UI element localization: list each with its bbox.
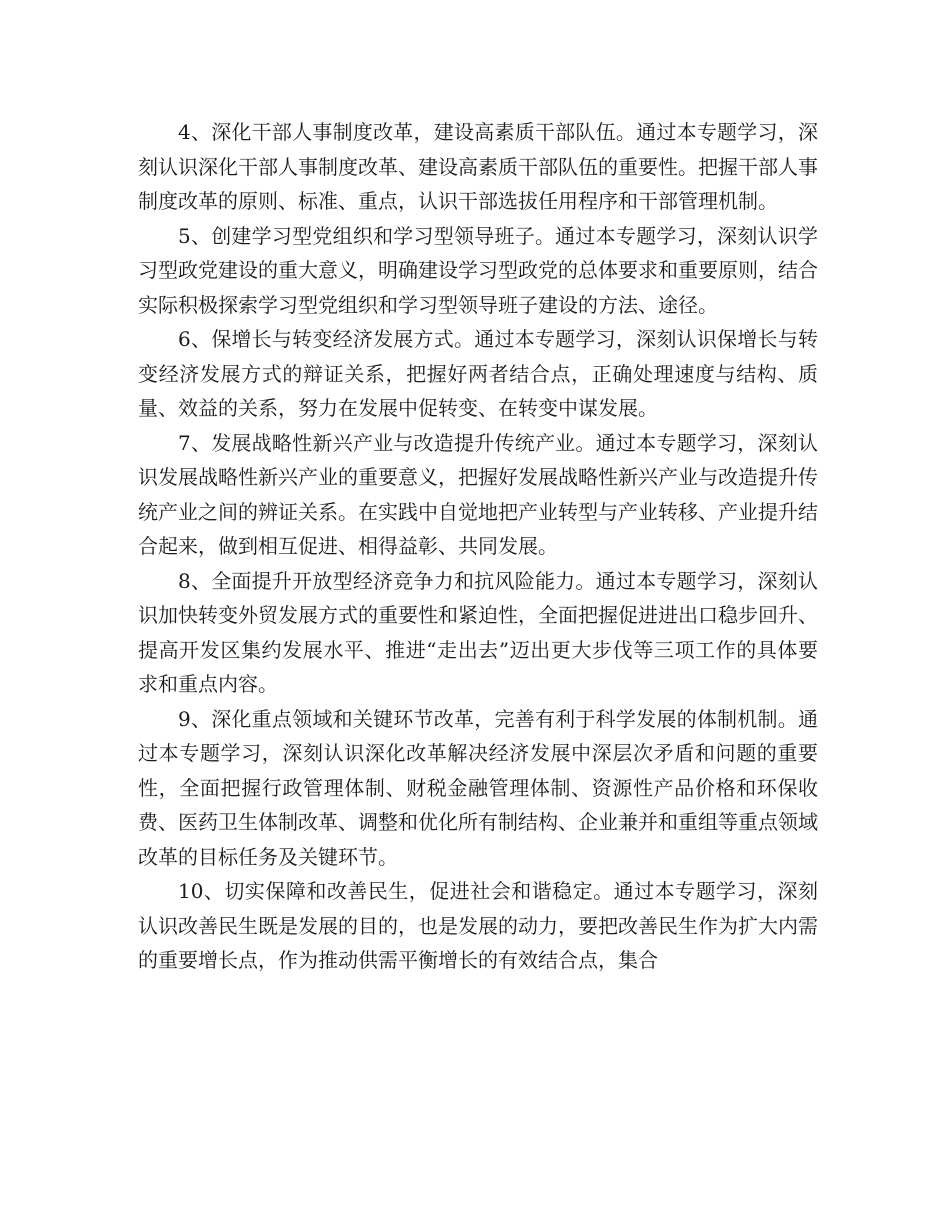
document-body xyxy=(138,115,818,978)
paragraph-item-5: 5、创建学习型党组织和学习型领导班子。通过本专题学习，深刻认识学习型政党建设的重大意义，明确建设学习型政党的总体要求和重要原则，结合实际积极探索学习型党组织和学习型领导班子建设的方法、途径。 xyxy=(138,223,818,317)
paragraph-item-6: 6、保增长与转变经济发展方式。通过本专题学习，深刻认识保增长与转变经济发展方式的辩证关系，把握好两者结合点，正确处理速度与结构、质量、效益的关系，努力在发展中促转变、在转变中谋发展。 xyxy=(138,327,818,420)
paragraph-item-7: 7、发展战略性新兴产业与改造提升传统产业。通过本专题学习，深刻认识发展战略性新兴产业的重要意义，把握好发展战略性新兴产业与改造提升传统产业之间的辨证关系。在实践中自觉地把产业转型与产业转移、产业提升结合起来，做到相互促进、相得益彰、共同发展。 xyxy=(138,430,818,558)
paragraph-item-8: 8、全面提升开放型经济竞争力和抗风险能力。通过本专题学习，深刻认识加快转变外贸发展方式的重要性和紧迫性，全面把握促进进出口稳步回升、提高开发区集约发展水平、推进“走出去”迈出更大步伐等三项工作的具体要求和重点内容。 xyxy=(138,568,818,696)
paragraph-item-9: 9、深化重点领域和关键环节改革，完善有利于科学发展的体制机制。通过本专题学习，深刻认识深化改革解决经济发展中深层次矛盾和问题的重要性，全面把握行政管理体制、财税金融管理体制、资源性产品价格和环保收费、医药卫生体制改革、调整和优化所有制结构、企业兼并和重组等重点领域改革的目标任务及关键环节。 xyxy=(138,706,818,869)
paragraph-item-10: 10、切实保障和改善民生，促进社会和谐稳定。通过本专题学习，深刻认识改善民生既是发展的目的，也是发展的动力，要把改善民生作为扩大内需的重要增长点，作为推动供需平衡增长的有效结合点，集合 xyxy=(138,879,818,972)
paragraph-item-4: 4、深化干部人事制度改革，建设高素质干部队伍。通过本专题学习，深刻认识深化干部人事制度改革、建设高素质干部队伍的重要性。把握干部人事制度改革的原则、标准、重点，认识干部选拔任用程序和干部管理机制。 xyxy=(138,120,818,213)
